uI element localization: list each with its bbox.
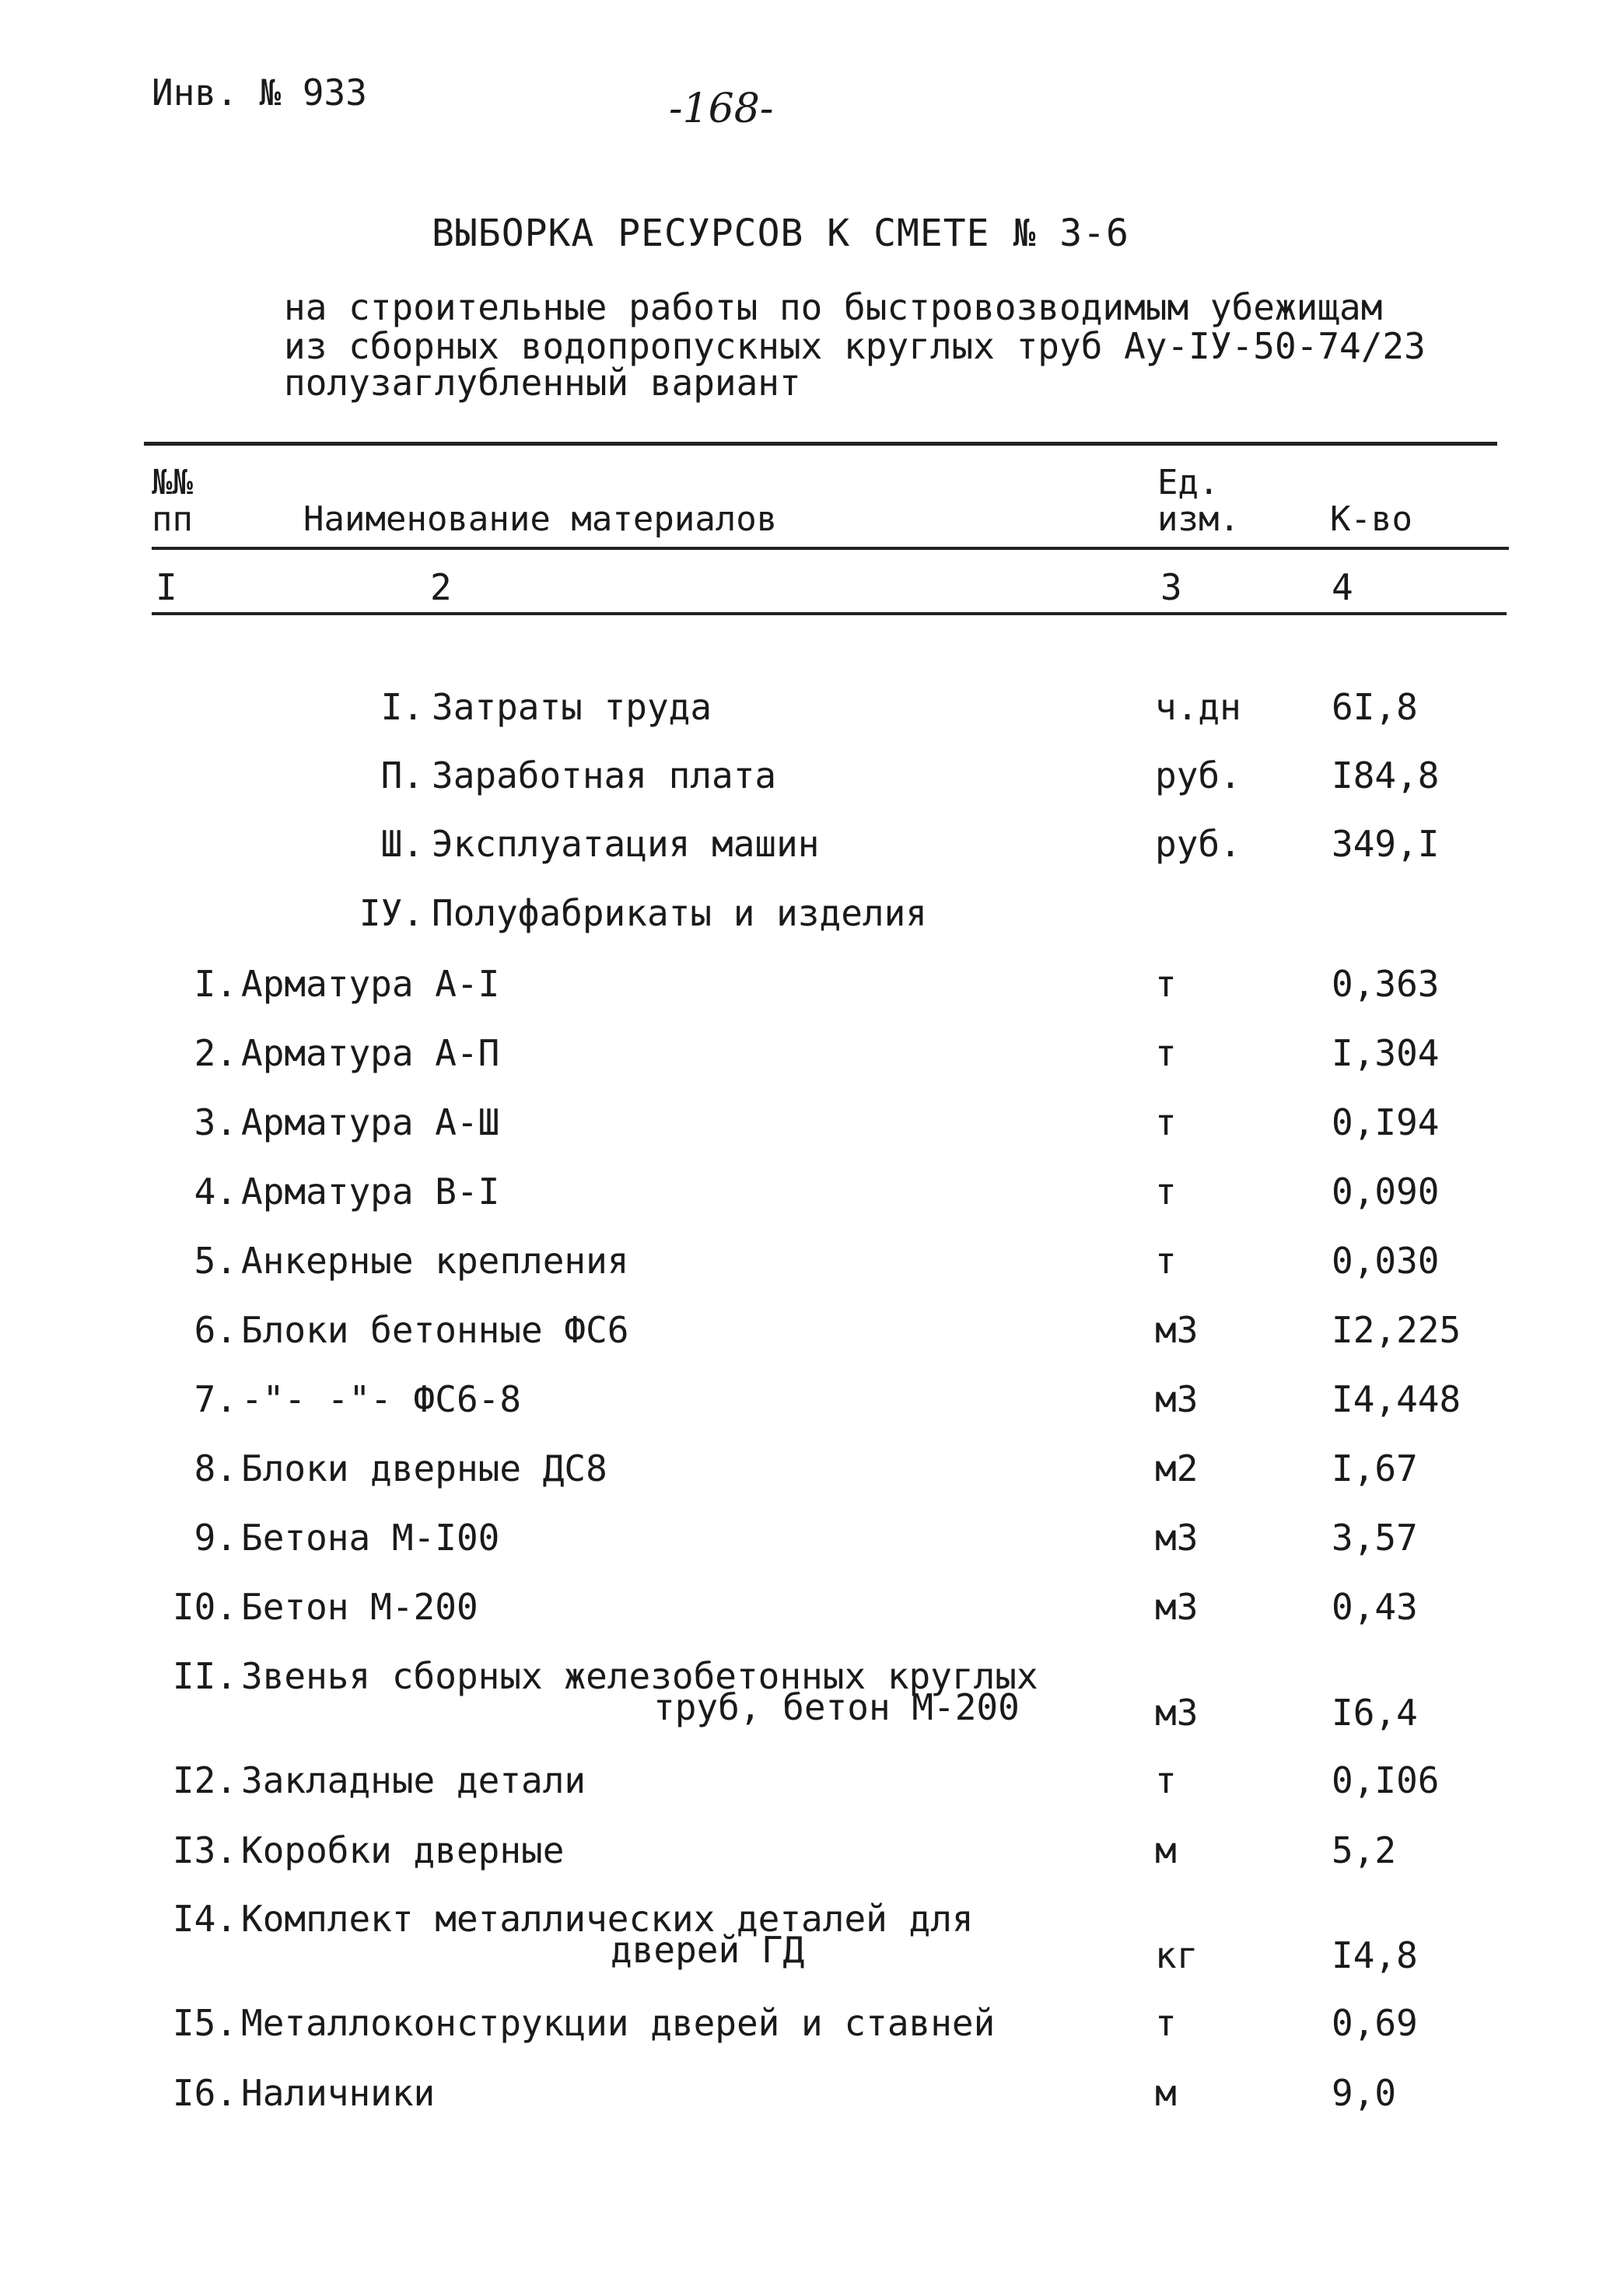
- column-number-1: I: [156, 566, 177, 608]
- item-quantity: 0,43: [1332, 1586, 1418, 1628]
- item-name: Арматура А-I: [241, 963, 500, 1005]
- item-number: I4.: [172, 1898, 237, 1940]
- item-quantity: I,67: [1332, 1447, 1418, 1489]
- page-number: -168-: [669, 86, 774, 132]
- item-unit: м3: [1155, 1586, 1199, 1628]
- subtitle-line-3: полузаглубленный вариант: [284, 362, 801, 404]
- item-unit: т: [1155, 1240, 1177, 1282]
- item-unit: т: [1155, 1032, 1177, 1074]
- item-quantity: 3,57: [1332, 1517, 1418, 1559]
- item-name: Блоки дверные ДС8: [241, 1447, 607, 1489]
- item-unit: т: [1155, 1101, 1177, 1143]
- item-number: 3.: [194, 1101, 237, 1143]
- header-quantity: К-во: [1330, 499, 1412, 539]
- subtitle-line-1: на строительные работы по быстровозводимым убежищам: [284, 286, 1383, 328]
- item-unit: т: [1155, 2002, 1177, 2044]
- table-top-rule: [144, 442, 1497, 446]
- header-material-name: Наименование материалов: [303, 499, 778, 539]
- item-name: Арматура А-П: [241, 1032, 500, 1074]
- section-number: I.: [380, 686, 424, 728]
- section-name: Полуфабрикаты и изделия: [432, 892, 927, 934]
- item-unit: м3: [1155, 1692, 1199, 1734]
- item-quantity: 0,030: [1332, 1240, 1440, 1282]
- item-name: -"- -"- ФС6-8: [241, 1378, 522, 1420]
- item-number: 9.: [194, 1517, 237, 1559]
- column-number-3: 3: [1160, 566, 1182, 608]
- document-title: ВЫБОРКА РЕСУРСОВ К СМЕТЕ № 3-6: [432, 212, 1129, 255]
- item-number: I2.: [172, 1759, 237, 1801]
- header-number-line1: №№: [152, 463, 193, 502]
- column-number-2: 2: [430, 566, 452, 608]
- item-number: 5.: [194, 1240, 237, 1282]
- item-number: I.: [194, 963, 237, 1005]
- item-name: Арматура А-Ш: [241, 1101, 500, 1143]
- item-unit: т: [1155, 963, 1177, 1005]
- item-name: Наличники: [241, 2072, 436, 2114]
- header-unit-line1: Ед.: [1157, 463, 1220, 502]
- item-name: Блоки бетонные ФС6: [241, 1309, 629, 1351]
- item-name: Звенья сборных железобетонных круглых: [241, 1655, 1038, 1697]
- item-name: Коробки дверные: [241, 1829, 565, 1871]
- item-name: Анкерные крепления: [241, 1240, 629, 1282]
- header-unit-line2: изм.: [1157, 499, 1240, 539]
- item-quantity: 0,363: [1332, 963, 1440, 1005]
- subtitle-line-2: из сборных водопропускных круглых труб Ау-IУ-50-74/23: [284, 325, 1426, 367]
- item-number: I5.: [172, 2002, 237, 2044]
- item-unit: т: [1155, 1171, 1177, 1213]
- item-quantity: I6,4: [1332, 1692, 1418, 1734]
- section-unit: руб.: [1155, 823, 1241, 865]
- item-name: Комплект металлических деталей для: [241, 1898, 974, 1940]
- section-number: Ш.: [380, 823, 424, 865]
- item-unit: м3: [1155, 1309, 1199, 1351]
- item-quantity: 9,0: [1332, 2072, 1397, 2114]
- section-unit: руб.: [1155, 754, 1241, 796]
- item-unit: м2: [1155, 1447, 1199, 1489]
- item-unit: м3: [1155, 1378, 1199, 1420]
- section-name: Заработная плата: [432, 754, 777, 796]
- item-quantity: 0,69: [1332, 2002, 1418, 2044]
- item-number: 7.: [194, 1378, 237, 1420]
- section-quantity: I84,8: [1332, 754, 1440, 796]
- section-quantity: 349,I: [1332, 823, 1440, 865]
- item-number: I3.: [172, 1829, 237, 1871]
- section-number: П.: [380, 754, 424, 796]
- item-quantity: I4,8: [1332, 1934, 1418, 1976]
- item-name: Металлоконструкции дверей и ставней: [241, 2002, 996, 2044]
- item-number: II.: [172, 1655, 237, 1697]
- item-quantity: 5,2: [1332, 1829, 1397, 1871]
- item-unit: т: [1155, 1759, 1177, 1801]
- item-number: 2.: [194, 1032, 237, 1074]
- item-number: 4.: [194, 1171, 237, 1213]
- item-quantity: 0,I06: [1332, 1759, 1440, 1801]
- header-divider: [152, 547, 1509, 550]
- item-unit: кг: [1155, 1934, 1199, 1976]
- item-number: 8.: [194, 1447, 237, 1489]
- inventory-number: Инв. № 933: [152, 72, 367, 114]
- item-quantity: I2,225: [1332, 1309, 1461, 1351]
- item-name: Бетона М-I00: [241, 1517, 500, 1559]
- item-quantity: I4,448: [1332, 1378, 1461, 1420]
- item-number: 6.: [194, 1309, 237, 1351]
- section-name: Затраты труда: [432, 686, 712, 728]
- section-unit: ч.дн: [1155, 686, 1241, 728]
- column-number-divider: [152, 612, 1507, 615]
- item-name-continued: труб, бетон М-200: [653, 1686, 1020, 1728]
- section-number: IУ.: [359, 892, 424, 934]
- item-name: Бетон М-200: [241, 1586, 478, 1628]
- item-quantity: 0,I94: [1332, 1101, 1440, 1143]
- item-name: Закладные детали: [241, 1759, 586, 1801]
- column-number-4: 4: [1332, 566, 1353, 608]
- item-unit: м3: [1155, 1517, 1199, 1559]
- item-quantity: 0,090: [1332, 1171, 1440, 1213]
- item-unit: м: [1155, 2072, 1177, 2114]
- item-unit: м: [1155, 1829, 1177, 1871]
- section-name: Эксплуатация машин: [432, 823, 820, 865]
- section-quantity: 6I,8: [1332, 686, 1418, 728]
- item-number: I0.: [172, 1586, 237, 1628]
- item-name: Арматура В-I: [241, 1171, 500, 1213]
- header-number-line2: пп: [152, 499, 193, 539]
- item-name-continued: дверей ГД: [611, 1929, 805, 1971]
- item-number: I6.: [172, 2072, 237, 2114]
- item-quantity: I,304: [1332, 1032, 1440, 1074]
